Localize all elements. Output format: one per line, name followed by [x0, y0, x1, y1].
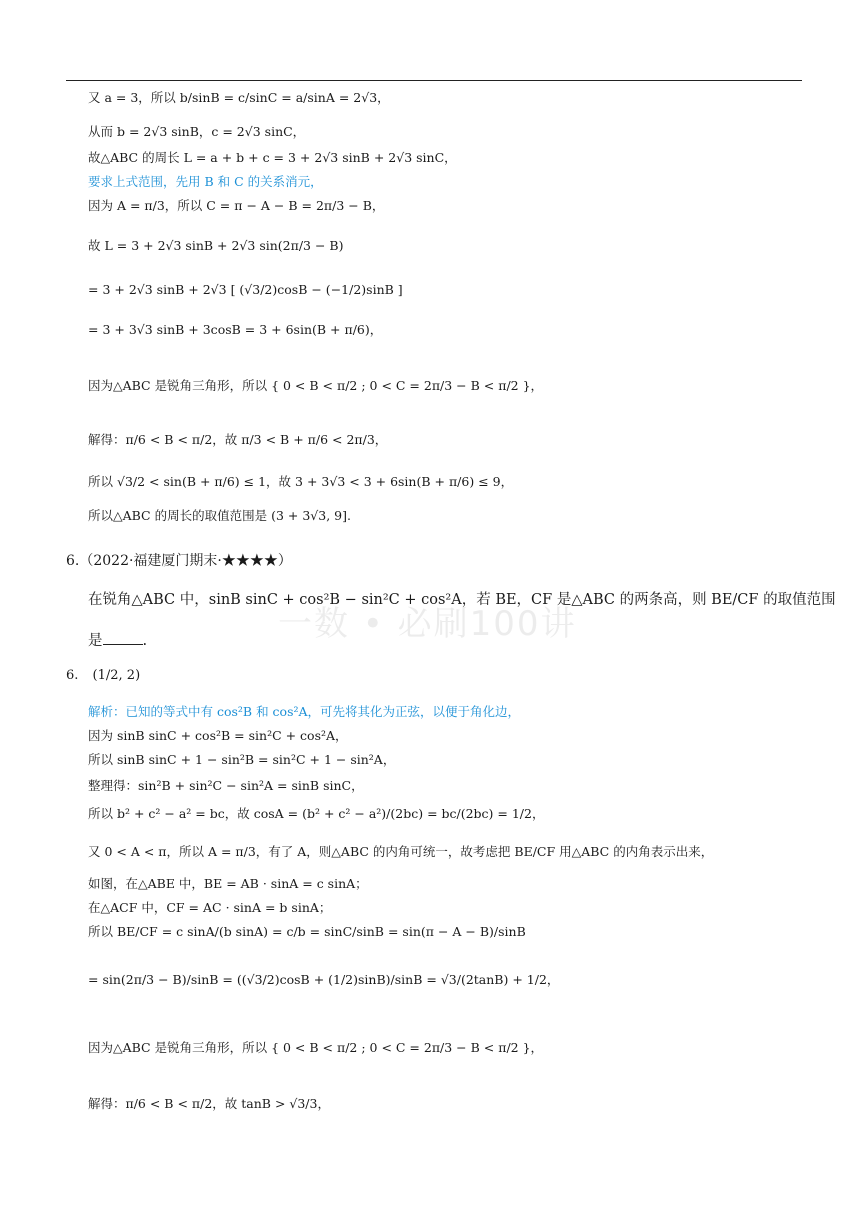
solution-line: 解得：π/6 < B < π/2，故 π/3 < B + π/6 < 2π/3，: [88, 432, 388, 447]
answer-line: 整理得：sin²B + sin²C − sin²A = sinB sinC，: [88, 778, 364, 793]
problem-stem-end: [88, 632, 147, 649]
watermark: 一数 • 必刷100讲: [278, 604, 577, 644]
solution-line: 故 L = 3 + 2√3 sinB + 2√3 sin(2π/3 − B): [88, 238, 344, 253]
solution-line: 所以 √3/2 < sin(B + π/6) ≤ 1，故 3 + 3√3 < 3 + 6sin(B + π/6) ≤ 9，: [88, 474, 514, 489]
solution-line: = 3 + 2√3 sinB + 2√3 [ (√3/2)cosB − (−1/2)sinB ]: [88, 282, 403, 297]
answer-line: 如图，在△ABE 中，BE = AB · sinA = c sinA；: [88, 876, 368, 891]
answer-line: 因为△ABC 是锐角三角形，所以 { 0 < B < π/2 ; 0 < C = 2π/3 − B < π/2 }，: [88, 1040, 544, 1055]
solution-line: 因为 A = π/3，所以 C = π − A − B = 2π/3 − B，: [88, 198, 385, 213]
solution-hint-line: 要求上式范围，先用 B 和 C 的关系消元，: [88, 174, 323, 189]
answer-line: 又 0 < A < π，所以 A = π/3，有了 A，则△ABC 的内角可统一，故考虑把 BE/CF 用△ABC 的内角表示出来，: [88, 844, 714, 859]
answer-line: 在△ACF 中，CF = AC · sinA = b sinA；: [88, 900, 332, 915]
answer-line: 解析：已知的等式中有 cos²B 和 cos²A，可先将其化为正弦，以便于角化边，: [88, 704, 521, 719]
solution-line: 因为△ABC 是锐角三角形，所以 { 0 < B < π/2 ; 0 < C = 2π/3 − B < π/2 }，: [88, 378, 544, 393]
answer-line: 因为 sinB sinC + cos²B = sin²C + cos²A，: [88, 728, 348, 743]
answer-line: = sin(2π/3 − B)/sinB = ((√3/2)cosB + (1/2)sinB)/sinB = √3/(2tanB) + 1/2，: [88, 972, 560, 987]
solution-line: 从而 b = 2√3 sinB，c = 2√3 sinC，: [88, 124, 306, 139]
solution-line: 所以△ABC 的周长的取值范围是 (3 + 3√3, 9].: [88, 508, 351, 523]
problem-stem-period: .: [142, 633, 148, 649]
answer-line: 所以 BE/CF = c sinA/(b sinA) = c/b = sinC/sinB = sin(π − A − B)/sinB: [88, 924, 526, 939]
answer-line: 所以 sinB sinC + 1 − sin²B = sin²C + 1 − sin²A，: [88, 752, 396, 767]
header-rule: [66, 80, 802, 81]
problem-stem: 在锐角△ABC 中，sinB sinC + cos²B − sin²C + cos²A，若 BE，CF 是△ABC 的两条高，则 BE/CF 的取值范围: [88, 592, 836, 608]
answer-blank: [103, 632, 143, 645]
answer-row: [66, 668, 140, 683]
solution-line: 故△ABC 的周长 L = a + b + c = 3 + 2√3 sinB + 2√3 sinC，: [88, 150, 457, 165]
solution-line: 又 a = 3，所以 b/sinB = c/sinC = a/sinA = 2√3，: [88, 90, 390, 105]
answer-line: 解得：π/6 < B < π/2，故 tanB > √3/3，: [88, 1096, 330, 1111]
answer-line: 所以 b² + c² − a² = bc，故 cosA = (b² + c² − a²)/(2bc) = bc/(2bc) = 1/2，: [88, 806, 545, 821]
problem-stem-text: 是: [88, 633, 103, 649]
problem-heading: 6.（2022·福建厦门期末·★★★★）: [66, 553, 292, 569]
answer-value: (1/2, 2): [92, 668, 141, 683]
solution-line: = 3 + 3√3 sinB + 3cosB = 3 + 6sin(B + π/6)，: [88, 322, 383, 337]
answer-number: 6.: [66, 668, 79, 683]
